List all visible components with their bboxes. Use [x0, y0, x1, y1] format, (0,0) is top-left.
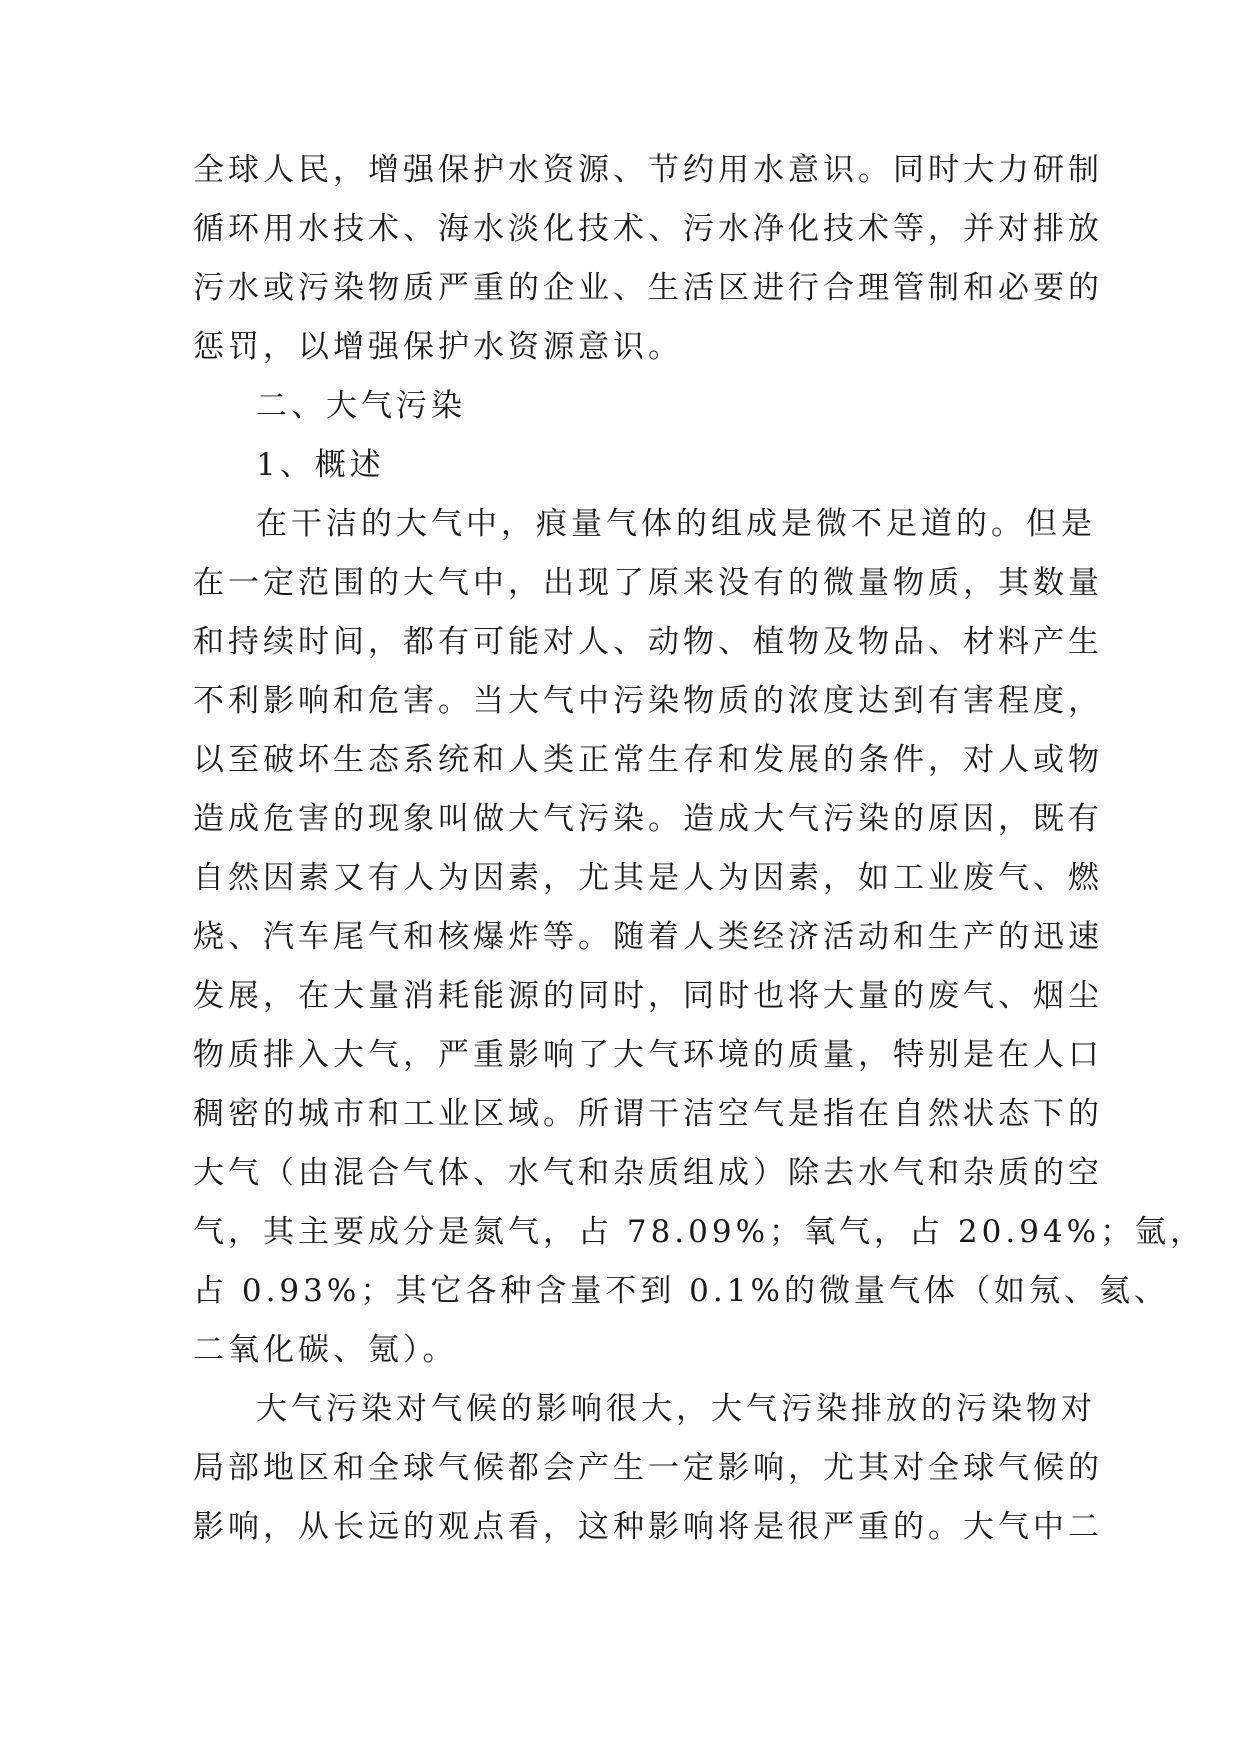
text-line: 物质排入大气，严重影响了大气环境的质量，特别是在人口 [193, 1037, 1103, 1073]
text-line: 局部地区和全球气候都会产生一定影响，尤其对全球气候的 [193, 1450, 1103, 1486]
text-line: 污水或污染物质严重的企业、生活区进行合理管制和必要的 [193, 270, 1103, 306]
text-line: 在一定范围的大气中，出现了原来没有的微量物质，其数量 [193, 565, 1103, 601]
text-line: 占 0.93%；其它各种含量不到 0.1%的微量气体（如氖、氦、 [193, 1273, 1169, 1309]
text-line: 造成危害的现象叫做大气污染。造成大气污染的原因，既有 [193, 801, 1103, 837]
text-line: 影响，从长远的观点看，这种影响将是很严重的。大气中二 [193, 1509, 1103, 1545]
text-line: 惩罚，以增强保护水资源意识。 [193, 329, 683, 365]
text-line: 气，其主要成分是氮气，占 78.09%；氧气，占 20.94%；氩， [193, 1214, 1206, 1250]
text-line: 稠密的城市和工业区域。所谓干洁空气是指在自然状态下的 [193, 1096, 1103, 1132]
text-line: 二氧化碳、氪）。 [193, 1332, 458, 1368]
section-heading: 二、大气污染 [256, 388, 466, 424]
text-line: 全球人民，增强保护水资源、节约用水意识。同时大力研制 [193, 152, 1103, 188]
text-line: 大气（由混合气体、水气和杂质组成）除去水气和杂质的空 [193, 1155, 1103, 1191]
paragraph-first-line: 大气污染对气候的影响很大，大气污染排放的污染物对 [256, 1391, 1096, 1427]
text-line: 循环用水技术、海水淡化技术、污水净化技术等，并对排放 [193, 211, 1103, 247]
text-line: 烧、汽车尾气和核爆炸等。随着人类经济活动和生产的迅速 [193, 919, 1103, 955]
text-line: 自然因素又有人为因素，尤其是人为因素，如工业废气、燃 [193, 860, 1103, 896]
text-line: 和持续时间，都有可能对人、动物、植物及物品、材料产生 [193, 624, 1103, 660]
subsection-heading: 1、概述 [256, 447, 385, 483]
paragraph-first-line: 在干洁的大气中，痕量气体的组成是微不足道的。但是 [256, 506, 1096, 542]
text-line: 不利影响和危害。当大气中污染物质的浓度达到有害程度， [193, 683, 1103, 719]
text-line: 以至破坏生态系统和人类正常生存和发展的条件，对人或物 [193, 742, 1103, 778]
text-line: 发展，在大量消耗能源的同时，同时也将大量的废气、烟尘 [193, 978, 1103, 1014]
